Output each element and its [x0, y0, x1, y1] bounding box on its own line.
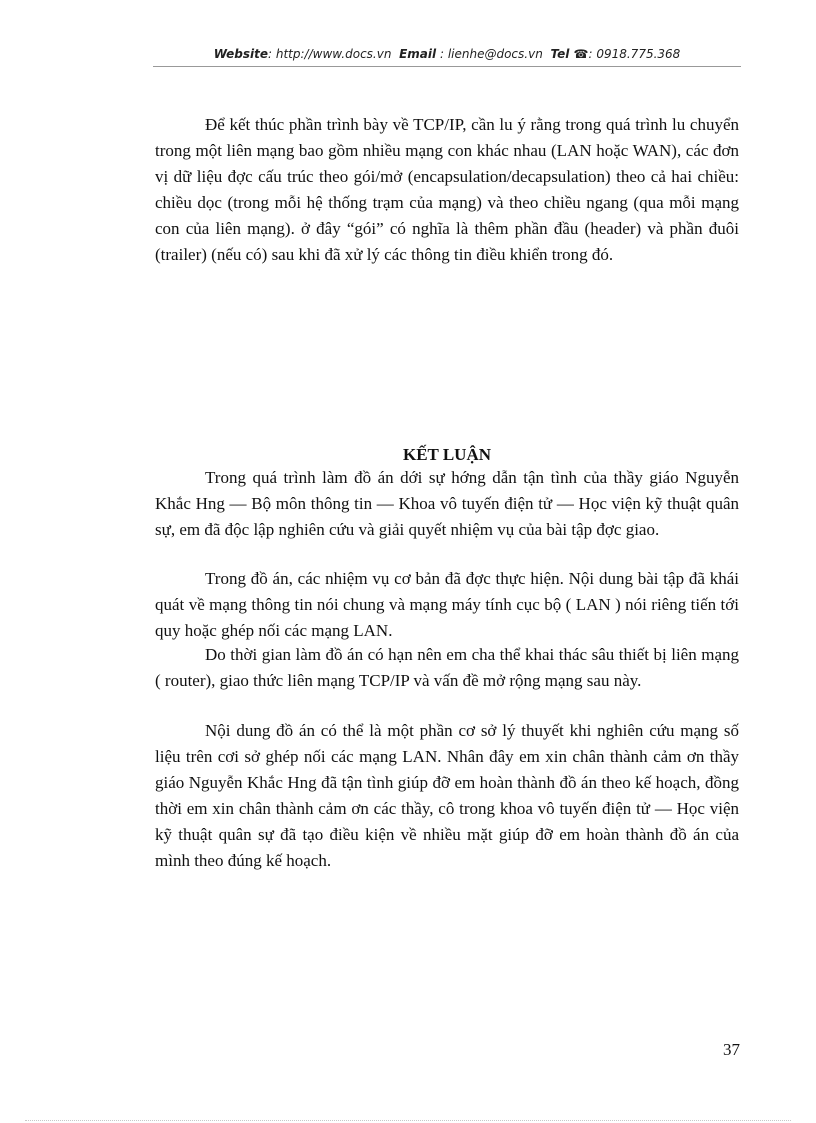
email-value: : lienhe@docs.vn	[439, 47, 543, 61]
website-value: : http://www.docs.vn	[268, 47, 392, 61]
tel-label: Tel ☎	[550, 47, 589, 61]
page-number: 37	[723, 1040, 740, 1059]
paragraph-tcpip-conclusion: Để kết thúc phần trình bày về TCP/IP, cần lu ý rằng trong quá trình lu chuyển trong một liên mạng bao gồm nhiều mạng con khác nhau (LAN hoặc WAN), các đơn vị dữ liệu đợc cấu trúc theo gói/mở (encapsulation/decapsulation) theo cả hai chiều: chiều dọc (trong mỗi hệ thống trạm của mạng) và theo chiều ngang (qua mỗi mạng con của liên mạng). ở đây “gói” có nghĩa là thêm phần đầu (header) và phần đuôi (trailer) (nếu có) sau khi đã xử lý các thông tin điều khiển trong đó.	[155, 115, 739, 264]
section-heading: KẾT LUẬN	[402, 445, 491, 464]
page-header	[153, 47, 741, 61]
email-label: Email	[399, 47, 437, 61]
paragraph-conclusion-3: Do thời gian làm đồ án có hạn nên em cha thể khai thác sâu thiết bị liên mạng ( router), giao thức liên mạng TCP/IP và vấn đề mở rộng mạng sau này.	[155, 645, 739, 690]
website-label: Website	[213, 47, 269, 61]
paragraph-conclusion-4: Nội dung đồ án có thể là một phần cơ sở lý thuyết khi nghiên cứu mạng số liệu trên cơi sở ghép nối các mạng LAN. Nhân đây em xin chân thành cảm ơn thầy giáo Nguyễn Khắc Hng đã tận tình giúp đỡ em hoàn thành đồ án theo kế hoạch, đồng thời em xin chân thành cảm ơn các thầy, cô trong khoa vô tuyến điện tử — Học viện kỹ thuật quân sự đã tạo điều kiện về nhiều mặt giúp đỡ em hoàn thành đồ án của mình theo đúng kế hoạch.	[155, 721, 739, 870]
tel-value: : 0918.775.368	[588, 47, 681, 61]
paragraph-conclusion-1: Trong quá trình làm đồ án dới sự hớng dẫn tận tình của thầy giáo Nguyễn Khắc Hng — Bộ môn thông tin — Khoa vô tuyến điện tử — Học viện kỹ thuật quân sự, em đã độc lập nghiên cứu và giải quyết nhiệm vụ của bài tập đợc giao.	[155, 468, 739, 539]
footer-divider	[25, 1120, 791, 1121]
paragraph-conclusion-2: Trong đồ án, các nhiệm vụ cơ bản đã đợc thực hiện. Nội dung bài tập đã khái quát về mạng thông tin nói chung và mạng máy tính cục bộ ( LAN ) nói riêng tiến tới quy hoặc ghép nối các mạng LAN.	[155, 569, 739, 640]
header-divider	[153, 66, 741, 67]
